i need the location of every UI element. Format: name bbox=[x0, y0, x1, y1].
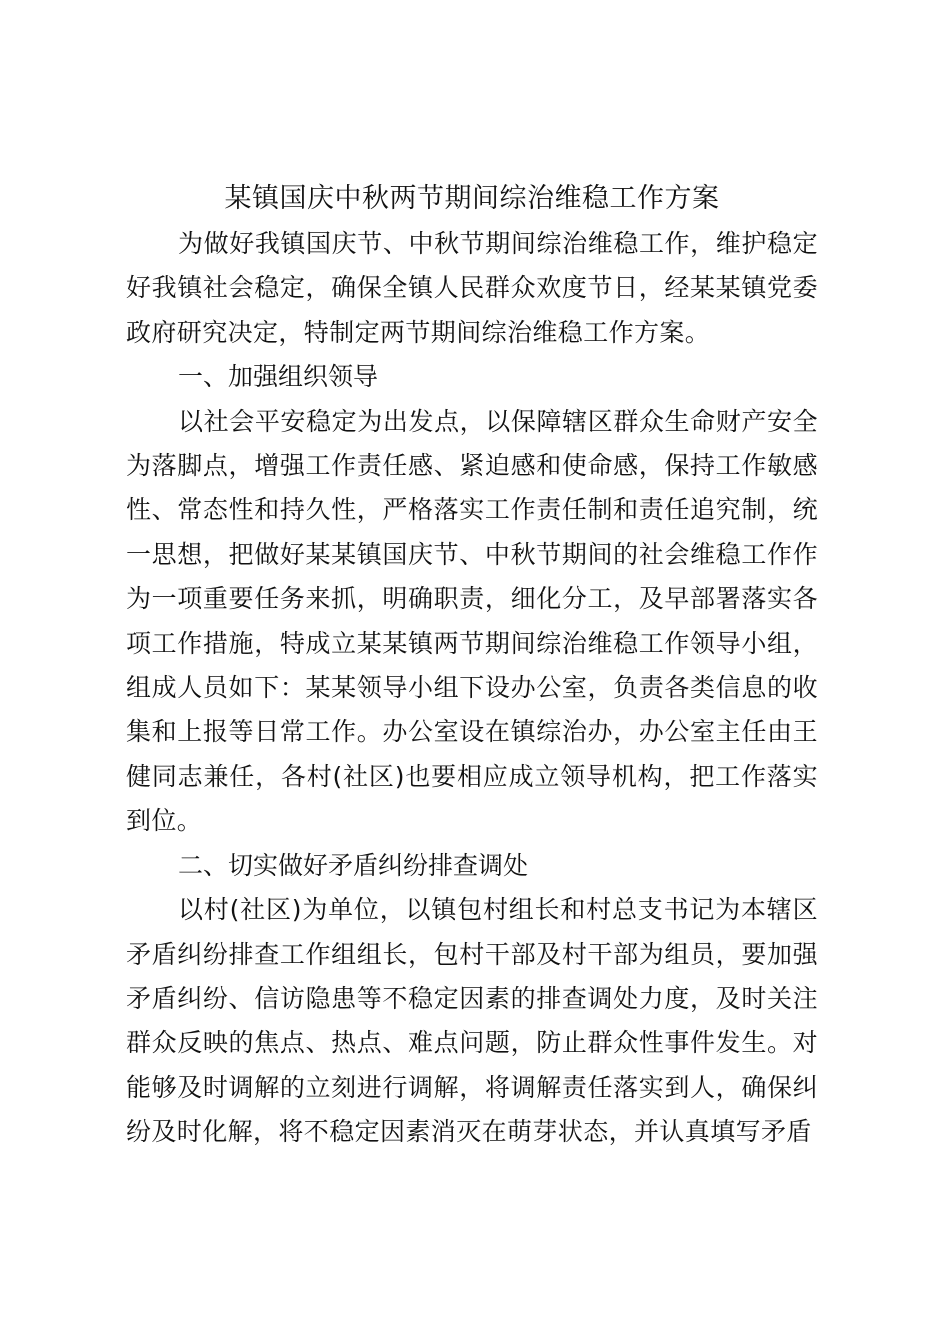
intro-paragraph: 为做好我镇国庆节、中秋节期间综治维稳工作，维护稳定好我镇社会稳定，确保全镇人民群众欢度节日，经某某镇党委政府研究决定，特制定两节期间综治维稳工作方案。 bbox=[126, 229, 818, 347]
document-content bbox=[126, 176, 818, 1155]
section-body-2: 以村(社区)为单位，以镇包村组长和村总支书记为本辖区矛盾纠纷排查工作组组长，包村干部及村干部为组员，要加强矛盾纠纷、信访隐患等不稳定因素的排查调处力度，及时关注群众反映的焦点、热点、难点问题，防止群众性事件发生。对能够及时调解的立刻进行调解，将调解责任落实到人，确保纠纷及时化解，将不稳定因素消灭在萌芽状态，并认真填写矛盾 bbox=[126, 895, 818, 1147]
section-heading-1: 一、加强组织领导 bbox=[178, 362, 379, 392]
section-body-1: 以社会平安稳定为出发点，以保障辖区群众生命财产安全为落脚点，增强工作责任感、紧迫感和使命感，保持工作敏感性、常态性和持久性，严格落实工作责任制和责任追究制，统一思想，把做好某某镇国庆节、中秋节期间的社会维稳工作作为一项重要任务来抓，明确职责，细化分工，及早部署落实各项工作措施，特成立某某镇两节期间综治维稳工作领导小组，组成人员如下：某某领导小组下设办公室，负责各类信息的收集和上报等日常工作。办公室设在镇综治办，办公室主任由王健同志兼任，各村(社区)也要相应成立领导机构，把工作落实到位。 bbox=[126, 406, 818, 836]
document-title: 某镇国庆中秋两节期间综治维稳工作方案 bbox=[224, 183, 720, 214]
section-heading-2: 二、切实做好矛盾纠纷排查调处 bbox=[178, 850, 529, 880]
